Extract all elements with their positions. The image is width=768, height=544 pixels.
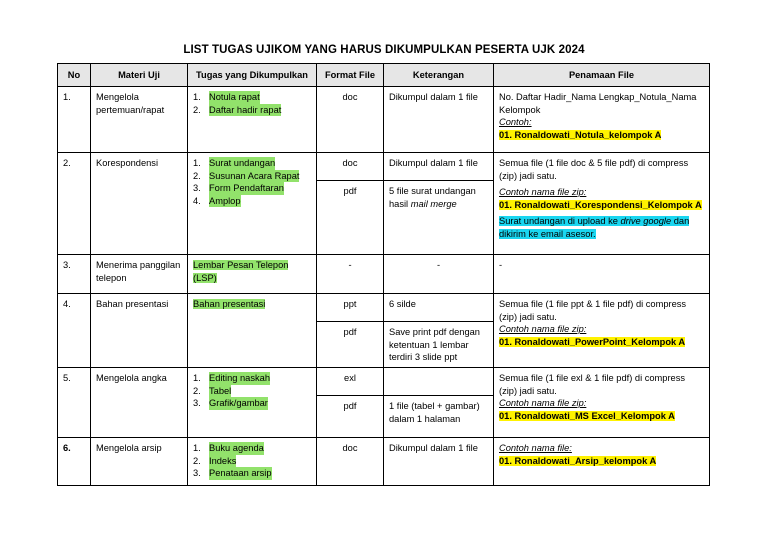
format-cell: - xyxy=(348,260,352,270)
materi-cell: Mengelola pertemuan/rapat xyxy=(96,92,165,115)
format-cell: pdf xyxy=(317,180,383,201)
materi-cell: Menerima panggilan telepon xyxy=(96,260,181,283)
keterangan-cell: Save print pdf dengan ketentuan 1 lembar terdiri 3 slide ppt xyxy=(384,321,493,367)
task-single: Bahan presentasi xyxy=(193,299,266,309)
task-list xyxy=(193,157,311,207)
naming-example: 01. Ronaldowati_PowerPoint_Kelompok A xyxy=(499,336,686,347)
keterangan-cell: 6 silde xyxy=(389,299,416,309)
list-item: 3. Form Pendaftaran xyxy=(193,183,284,194)
row-number: 5. xyxy=(63,373,71,383)
keterangan-cell: 1 file (tabel + gambar) dalam 1 halaman xyxy=(384,395,493,428)
list-item: 3. Grafik/gambar xyxy=(193,398,268,409)
keterangan-cell: 5 file surat undangan hasil mail merge xyxy=(384,180,493,213)
format-cell: doc xyxy=(342,443,358,453)
keterangan-cell: Dikumpul dalam 1 file xyxy=(389,443,478,453)
list-item: 2. Susunan Acara Rapat xyxy=(193,170,300,181)
list-item: 2. Tabel xyxy=(193,385,232,396)
task-table xyxy=(57,63,710,486)
header-format: Format File xyxy=(317,64,384,87)
list-item: 1. Buku agenda xyxy=(193,443,264,453)
list-item: 2. Indeks xyxy=(193,455,237,466)
naming-cell: Semua file (1 file doc & 5 file pdf) di compress (zip) jadi satu. Contoh nama file zip: 01. Ronaldowati_Korespondensi_Kelompok A Surat undangan di upload ke drive google dan dikirim ke email asesor. xyxy=(499,158,702,239)
format-cell: ppt xyxy=(343,299,357,309)
header-materi: Materi Uji xyxy=(91,64,188,87)
format-cell: doc xyxy=(342,158,358,168)
row-number: 1. xyxy=(63,92,71,102)
task-list xyxy=(193,372,311,410)
keterangan-cell: Dikumpul dalam 1 file xyxy=(389,92,478,102)
row-number: 3. xyxy=(63,260,71,270)
table-row xyxy=(58,153,710,255)
table-header-row xyxy=(58,64,710,87)
keterangan-cell: Dikumpul dalam 1 file xyxy=(389,158,478,168)
table-row xyxy=(58,368,710,438)
list-item: 2. Daftar hadir rapat xyxy=(193,104,282,115)
keterangan-cell xyxy=(384,368,493,395)
upload-note: Surat undangan di upload ke drive google dan dikirim ke email asesor. xyxy=(499,216,690,239)
table-row xyxy=(58,438,710,486)
materi-cell: Mengelola angka xyxy=(96,373,167,383)
naming-cell: - xyxy=(499,260,503,270)
row-number: 2. xyxy=(63,158,71,168)
table-row xyxy=(58,255,710,294)
list-item: 1. Notula rapat xyxy=(193,92,260,102)
naming-cell: Semua file (1 file exl & 1 file pdf) di compress (zip) jadi satu. Contoh nama file zip: 01. Ronaldowati_MS Excel_Kelompok A xyxy=(499,373,686,421)
table-row xyxy=(58,294,710,368)
header-penamaan: Penamaan File xyxy=(494,64,710,87)
naming-cell: No. Daftar Hadir_Nama Lengkap_Notula_Nama Kelompok Contoh: 01. Ronaldowati_Notula_kelompok A xyxy=(499,92,697,140)
format-cell: pdf xyxy=(317,321,383,342)
naming-example: 01. Ronaldowati_Arsip_kelompok A xyxy=(499,455,657,466)
format-cell: pdf xyxy=(317,395,383,416)
task-list xyxy=(193,91,311,116)
header-tugas: Tugas yang Dikumpulkan xyxy=(188,64,317,87)
materi-cell: Bahan presentasi xyxy=(96,299,169,309)
task-list xyxy=(193,442,311,480)
materi-cell: Korespondensi xyxy=(96,158,159,168)
list-item: 1. Editing naskah xyxy=(193,373,270,383)
table-row xyxy=(58,87,710,153)
row-number: 6. xyxy=(63,443,71,453)
format-cell: exl xyxy=(344,373,356,383)
document-title: LIST TUGAS UJIKOM YANG HARUS DIKUMPULKAN PESERTA UJK 2024 xyxy=(183,44,585,56)
list-item: 3. Penataan arsip xyxy=(193,468,272,479)
materi-cell: Mengelola arsip xyxy=(96,443,162,453)
list-item: 4. Amplop xyxy=(193,195,241,206)
header-keterangan: Keterangan xyxy=(384,64,494,87)
list-item: 1. Surat undangan xyxy=(193,158,276,168)
row-number: 4. xyxy=(63,299,71,309)
format-cell: doc xyxy=(342,92,358,102)
naming-cell: Semua file (1 file ppt & 1 file pdf) di compress (zip) jadi satu. Contoh nama file zip: 01. Ronaldowati_PowerPoint_Kelompok A xyxy=(499,299,687,347)
naming-example: 01. Ronaldowati_Notula_kelompok A xyxy=(499,129,662,140)
keterangan-cell: - xyxy=(436,260,441,270)
header-no: No xyxy=(58,64,91,87)
naming-example: 01. Ronaldowati_MS Excel_Kelompok A xyxy=(499,410,675,421)
naming-cell: Contoh nama file: 01. Ronaldowati_Arsip_kelompok A xyxy=(499,443,657,466)
naming-example: 01. Ronaldowati_Korespondensi_Kelompok A xyxy=(499,199,702,210)
task-single: Lembar Pesan Telepon (LSP) xyxy=(193,260,289,283)
